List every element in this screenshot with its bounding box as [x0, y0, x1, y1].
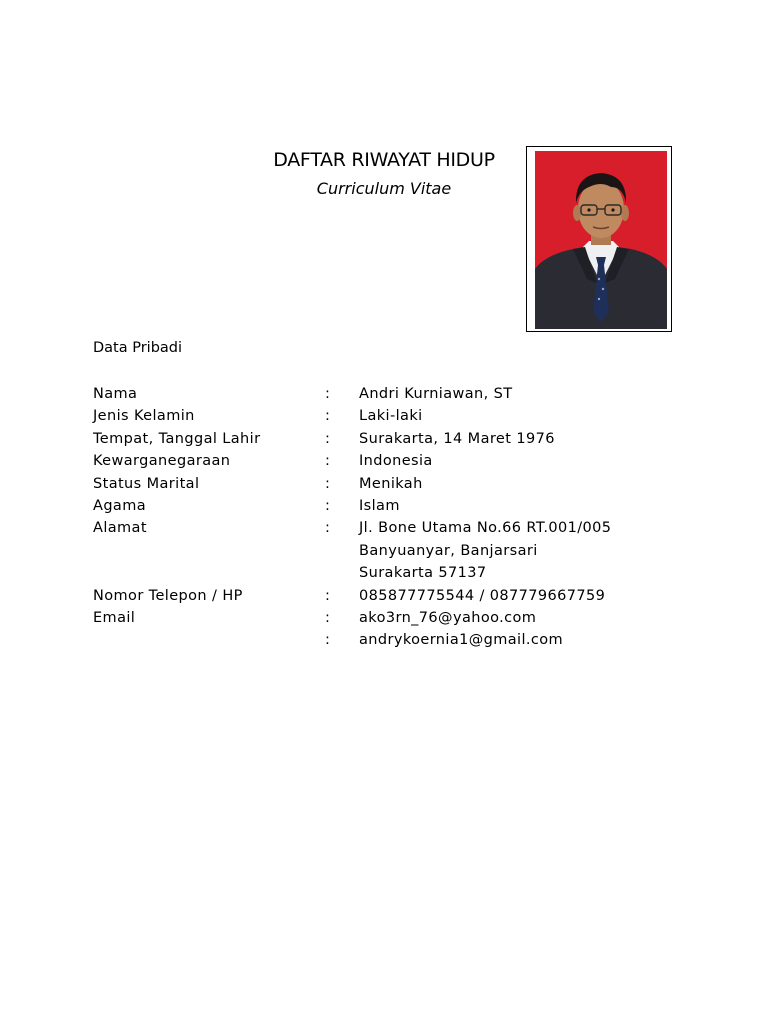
data-colon: :	[325, 609, 331, 626]
data-value: Andri Kurniawan, ST	[359, 386, 513, 402]
document-title: DAFTAR RIWAYAT HIDUP	[273, 149, 495, 171]
data-label: Tempat, Tanggal Lahir	[93, 430, 261, 447]
data-value: ako3rn_76@yahoo.com	[359, 609, 537, 626]
section-heading-data-pribadi: Data Pribadi	[93, 340, 183, 356]
data-colon: :	[325, 632, 331, 649]
data-label: Nomor Telepon / HP	[93, 587, 243, 604]
data-value: Islam	[359, 497, 400, 514]
data-value: 085877775544 / 087779667759	[359, 587, 606, 604]
data-colon: :	[325, 520, 331, 537]
data-label: Status Marital	[93, 475, 200, 492]
portrait-image	[535, 151, 667, 329]
data-colon: :	[325, 453, 331, 470]
data-label: Alamat	[93, 520, 147, 537]
profile-photo	[535, 151, 667, 329]
data-colon: :	[325, 386, 331, 402]
data-colon: :	[325, 430, 331, 447]
data-colon: :	[325, 408, 331, 425]
data-colon: :	[325, 587, 331, 604]
data-label: Jenis Kelamin	[93, 408, 195, 425]
data-colon: :	[325, 475, 331, 492]
data-label: Email	[93, 609, 136, 626]
data-value: Banyuanyar, Banjarsari	[359, 542, 538, 559]
data-label: Nama	[93, 386, 138, 402]
data-value: Indonesia	[359, 453, 433, 470]
data-value: Jl. Bone Utama No.66 RT.001/005	[359, 520, 612, 537]
data-value: andrykoernia1@gmail.com	[359, 632, 564, 649]
data-value: Surakarta 57137	[359, 565, 487, 582]
data-value: Menikah	[359, 475, 423, 492]
data-value: Surakarta, 14 Maret 1976	[359, 430, 555, 447]
profile-photo-frame	[526, 146, 672, 332]
data-value: Laki-laki	[359, 408, 423, 425]
data-label: Kewarganegaraan	[93, 453, 231, 470]
data-colon: :	[325, 497, 331, 514]
data-label: Agama	[93, 497, 147, 514]
document-subtitle: Curriculum Vitae	[316, 179, 452, 198]
